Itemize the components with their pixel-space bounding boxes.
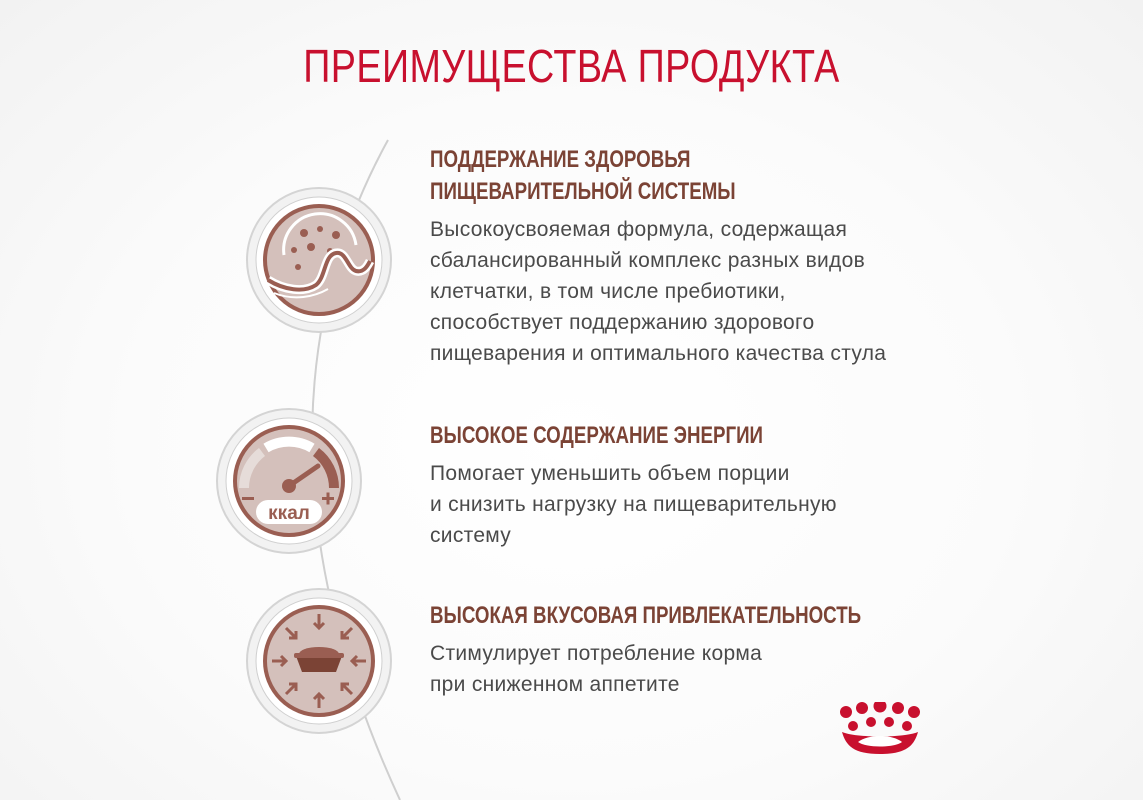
digestive-system-icon bbox=[244, 185, 394, 335]
feature-description: Помогает уменьшить объем порции и снизить нагрузку на пищеварительную систему bbox=[430, 462, 837, 547]
feature-description: Стимулирует потребление корма при сниженном аппетите bbox=[430, 642, 763, 696]
feature-high-palatability bbox=[430, 600, 990, 700]
calorie-gauge-icon bbox=[214, 406, 364, 556]
royal-canin-crown-icon bbox=[836, 702, 926, 762]
page-title: ПРЕИМУЩЕСТВА ПРОДУКТА bbox=[303, 40, 840, 92]
feature-title: ВЫСОКАЯ ВКУСОВАЯ ПРИВЛЕКАТЕЛЬНОСТЬ bbox=[430, 602, 862, 629]
feature-high-energy bbox=[430, 420, 990, 551]
feature-title: ВЫСОКОЕ СОДЕРЖАНИЕ ЭНЕРГИИ bbox=[430, 422, 763, 449]
food-bowl-arrows-icon bbox=[244, 586, 394, 736]
feature-description: Высокоусвояемая формула, содержащая сбалансированный комплекс разных видов клетчатки, в том числе пребиотики, способствует поддержанию здорового пищеварения и оптимального качества стула bbox=[430, 218, 887, 365]
kcal-label: ккал bbox=[268, 503, 310, 524]
feature-title: ПОДДЕРЖАНИЕ ЗДОРОВЬЯ ПИЩЕВАРИТЕЛЬНОЙ СИСТЕМЫ bbox=[430, 146, 736, 205]
feature-digestive-health bbox=[430, 144, 990, 369]
